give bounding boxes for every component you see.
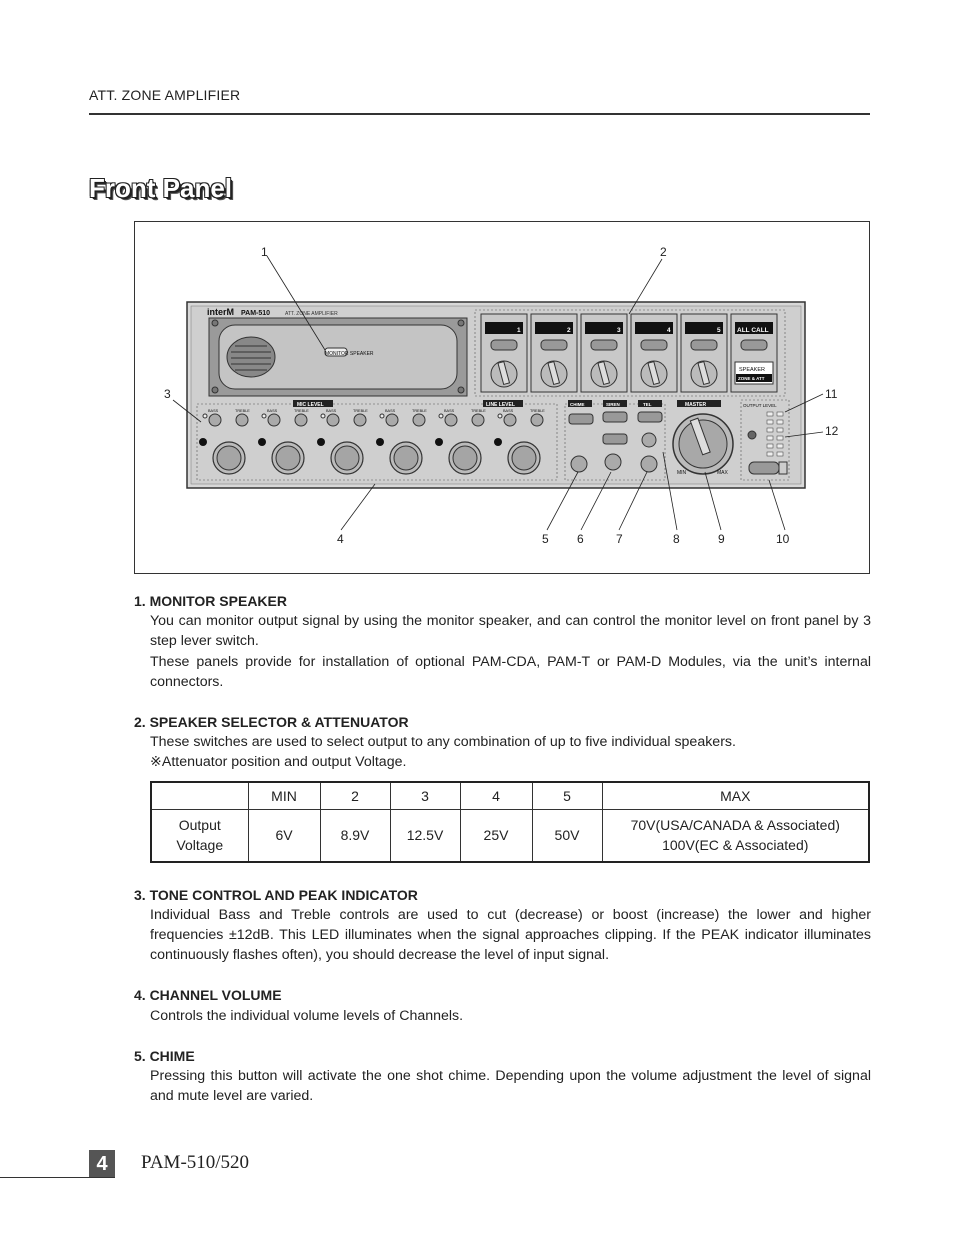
table-cell: 50V [532, 810, 602, 862]
zone-switch [491, 340, 517, 350]
siren-button-2 [603, 434, 627, 444]
callout-4: 4 [337, 532, 344, 546]
zone-label: 2 [567, 327, 571, 334]
peak-led [498, 414, 502, 418]
page-title: Front Panel [89, 173, 233, 203]
master-min-label: MIN [677, 470, 687, 476]
bass-label: BASS [503, 409, 514, 413]
table-cell: 25V [460, 810, 532, 862]
channel-volume-knob-inner [217, 446, 241, 470]
treble-label: TREBLE [235, 409, 250, 413]
footer-model: PAM-510/520 [141, 1152, 250, 1173]
bass-knob [209, 414, 221, 426]
channel-volume-knob-inner [335, 446, 359, 470]
tel-level-knob-2 [641, 456, 657, 472]
level-led [767, 444, 773, 448]
treble-knob [295, 414, 307, 426]
bass-knob [386, 414, 398, 426]
table-header-cell: 5 [532, 782, 602, 810]
table-header-cell: 2 [320, 782, 390, 810]
chime-button [569, 414, 593, 424]
treble-label: TREBLE [412, 409, 427, 413]
channel-volume-knob-inner [512, 446, 536, 470]
section-channel-volume [134, 985, 871, 1025]
tel-button [638, 412, 662, 422]
table-header-row [151, 782, 869, 810]
zone-switch [641, 340, 667, 350]
treble-label: TREBLE [294, 409, 309, 413]
table-cell: 6V [248, 810, 320, 862]
level-led [767, 436, 773, 440]
treble-label: TREBLE [471, 409, 486, 413]
table-cell [602, 810, 869, 862]
callout-2: 2 [660, 245, 667, 259]
bass-knob [268, 414, 280, 426]
zone-switch [691, 340, 717, 350]
section-paragraph: Controls the individual volume levels of Channels. [150, 1007, 464, 1024]
chime-label: CHIME [570, 402, 585, 407]
level-led [767, 428, 773, 432]
table-header-cell [151, 782, 248, 810]
footer-rule [0, 1177, 115, 1178]
section-title: 1. MONITOR SPEAKER [134, 593, 287, 609]
section-paragraph: Individual Bass and Treble controls are used to cut (decrease) or boost (increase) the lower and higher frequencies ±12dB. This LED illuminates when the signal approaches clipping. If the PEAK indicator illuminates continuously flashes often), you should decrease the level of input signal. [150, 906, 871, 964]
header-rule [89, 113, 870, 115]
table-cell: 8.9V [320, 810, 390, 862]
bass-label: BASS [326, 409, 337, 413]
subtitle-label: ATT. ZONE AMPLIFIER [285, 311, 338, 317]
section-chime [134, 1046, 871, 1107]
bass-label: BASS [208, 409, 219, 413]
section-paragraph: These panels provide for installation of optional PAM-CDA, PAM-T or PAM-D Modules, via the unit’s internal connectors. [150, 653, 871, 690]
max-value-line: 100V(EC & Associated) [662, 837, 809, 854]
row-label-line: Output [178, 817, 221, 834]
table-row-label [151, 810, 248, 862]
power-switch [749, 462, 779, 474]
zone-att-label: ZONE & ATT [738, 376, 765, 381]
peak-led [203, 414, 207, 418]
bass-label: BASS [385, 409, 396, 413]
peak-led [380, 414, 384, 418]
callout-12: 12 [825, 424, 839, 438]
level-led [777, 420, 783, 424]
section-paragraph: ※Attenuator position and output Voltage. [150, 754, 407, 771]
bass-knob [445, 414, 457, 426]
treble-knob [413, 414, 425, 426]
monitor-label: MONITOR SPEAKER [325, 351, 374, 357]
zone-label: ALL CALL [737, 327, 769, 334]
callout-8: 8 [673, 532, 680, 546]
speaker-label: SPEAKER [739, 367, 765, 373]
treble-knob [236, 414, 248, 426]
running-header: ATT. ZONE AMPLIFIER [89, 87, 241, 103]
callout-7: 7 [616, 532, 623, 546]
mic-level-label: MIC LEVEL [297, 402, 324, 408]
brand-label: interM [207, 307, 234, 317]
channel-number-badge [376, 438, 384, 446]
bass-knob [327, 414, 339, 426]
max-value-line: 70V(USA/CANADA & Associated) [630, 817, 840, 834]
row-label-line: Voltage [176, 837, 224, 854]
treble-knob [472, 414, 484, 426]
zone-label: 4 [667, 327, 671, 334]
page-number: 4 [89, 1150, 115, 1178]
table-header-cell: 4 [460, 782, 532, 810]
channel-number-badge [258, 438, 266, 446]
front-panel-figure [134, 221, 870, 574]
callout-5: 5 [542, 532, 549, 546]
callout-11: 11 [825, 387, 838, 401]
callout-9: 9 [718, 532, 725, 546]
callout-1: 1 [261, 245, 268, 259]
section-paragraph: These switches are used to select output to any combination of up to five individual speakers. [150, 734, 736, 751]
treble-knob [531, 414, 543, 426]
master-max-label: MAX [717, 470, 728, 476]
zone-label: 1 [517, 327, 521, 334]
output-jack [748, 431, 756, 439]
bass-label: BASS [444, 409, 455, 413]
output-level-label: OUTPUT LEVEL [743, 403, 777, 408]
channel-number-badge [199, 438, 207, 446]
section-paragraph: You can monitor output signal by using the monitor speaker, and can control the monitor level on front panel by 3 step lever switch. [150, 613, 871, 650]
channel-volume-knob-inner [276, 446, 300, 470]
siren-button [603, 412, 627, 422]
bass-label: BASS [267, 409, 278, 413]
section-title: 5. CHIME [134, 1047, 195, 1064]
section-speaker-selector [134, 712, 871, 863]
section-title: 3. TONE CONTROL AND PEAK INDICATOR [134, 886, 418, 903]
section-monitor-speaker [134, 591, 871, 692]
master-label: MASTER [685, 402, 707, 408]
level-led [767, 420, 773, 424]
section-tone-control [134, 885, 871, 966]
channel-number-badge [435, 438, 443, 446]
level-led [777, 428, 783, 432]
siren-level-knob [605, 454, 621, 470]
zone-switch [741, 340, 767, 350]
chime-level-knob [571, 456, 587, 472]
zone-switch [591, 340, 617, 350]
table-header-cell: 3 [390, 782, 460, 810]
peak-led [262, 414, 266, 418]
section-paragraph: Pressing this button will activate the one shot chime. Depending upon the volume adjustment the level of signal and mute level are varied. [150, 1068, 871, 1105]
table-header-cell: MIN [248, 782, 320, 810]
description-sections [134, 591, 871, 1106]
peak-led [321, 414, 325, 418]
channel-volume-knob-inner [394, 446, 418, 470]
level-led [777, 444, 783, 448]
channel-number-badge [494, 438, 502, 446]
tel-label: TEL [643, 402, 652, 407]
line-level-label: LINE LEVEL [486, 402, 515, 408]
model-label: PAM-510 [241, 310, 271, 317]
level-led [777, 436, 783, 440]
zone-label: 3 [617, 327, 621, 334]
level-led [777, 452, 783, 456]
section-title: 2. SPEAKER SELECTOR & ATTENUATOR [134, 714, 409, 731]
attenuator-voltage-table [150, 781, 870, 863]
siren-label: SIREN [606, 402, 620, 407]
zone-switch [541, 340, 567, 350]
callout-3: 3 [164, 387, 171, 401]
level-led [777, 412, 783, 416]
channel-number-badge [317, 438, 325, 446]
table-cell: 12.5V [390, 810, 460, 862]
callout-10: 10 [776, 532, 790, 546]
level-led [767, 452, 773, 456]
table-header-cell: MAX [602, 782, 869, 810]
bass-knob [504, 414, 516, 426]
level-led [767, 412, 773, 416]
zone-label: 5 [717, 327, 721, 334]
front-panel-illustration [135, 222, 871, 575]
treble-label: TREBLE [530, 409, 545, 413]
callout-6: 6 [577, 532, 584, 546]
table-row [151, 810, 869, 862]
tel-level-knob [642, 433, 656, 447]
peak-led [439, 414, 443, 418]
treble-label: TREBLE [353, 409, 368, 413]
section-title: 4. CHANNEL VOLUME [134, 987, 282, 1004]
channel-volume-knob-inner [453, 446, 477, 470]
treble-knob [354, 414, 366, 426]
